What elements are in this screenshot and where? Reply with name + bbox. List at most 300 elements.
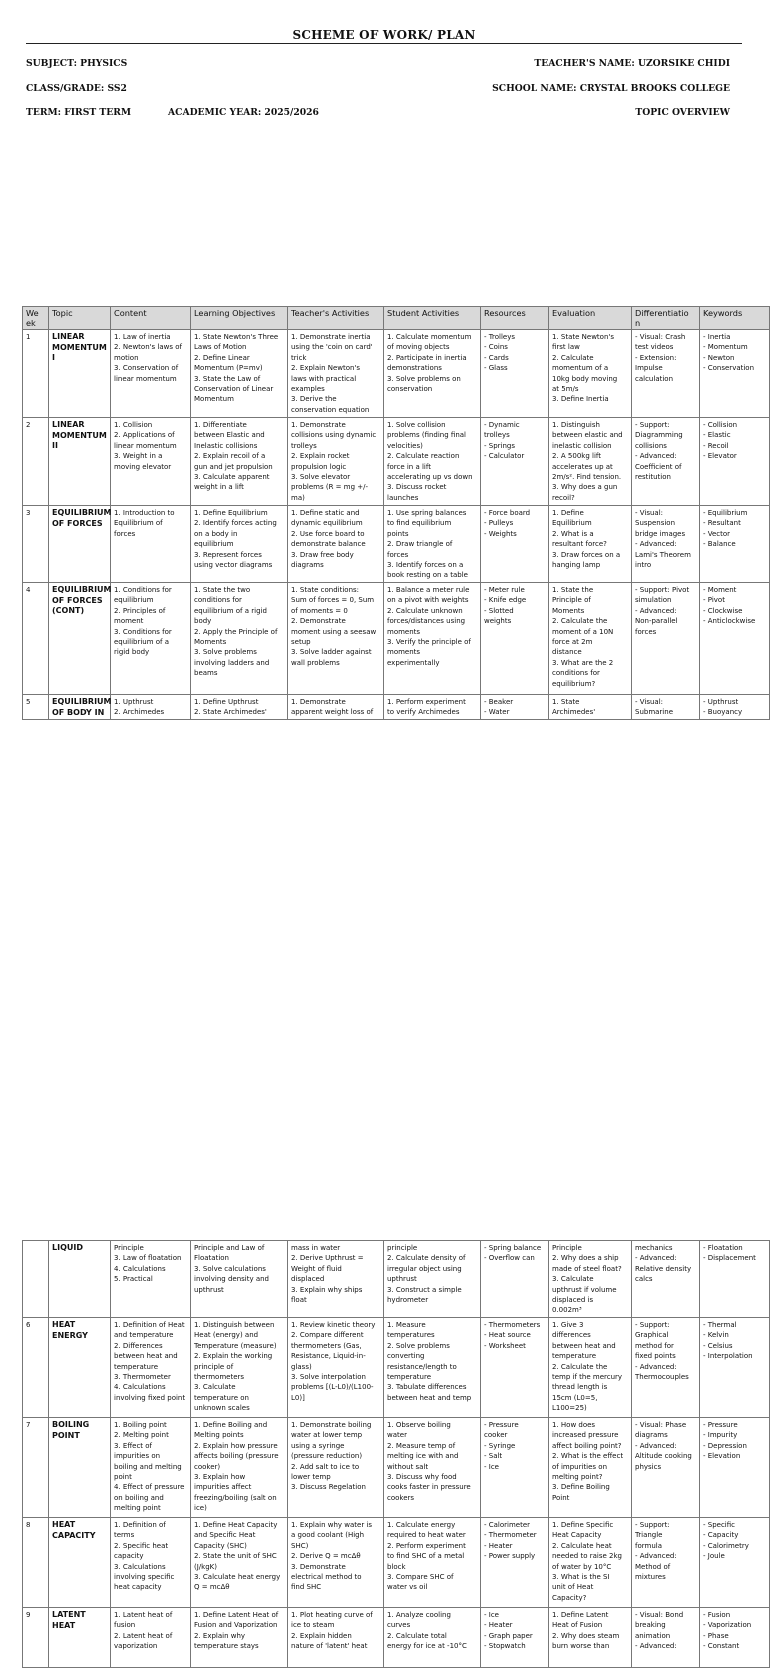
cell-line: ice to steam bbox=[291, 1621, 335, 1630]
cell-line: Q = mcΔθ bbox=[194, 1583, 230, 1592]
cell-line: of impurities on bbox=[552, 1462, 608, 1471]
topic-cell bbox=[49, 1418, 111, 1518]
topic-line: EQUILIBRIUM bbox=[52, 697, 112, 706]
cell-line: - Advanced: bbox=[635, 1441, 677, 1450]
keywords-cell bbox=[700, 1241, 770, 1318]
cell-line: motion bbox=[114, 353, 139, 362]
cell-line: momentum of a bbox=[552, 364, 609, 373]
topic-line: HEAT bbox=[52, 1320, 76, 1329]
cell-line: 2. Define Linear bbox=[194, 353, 250, 362]
cell-line: of moving objects bbox=[387, 343, 450, 352]
student-activities-cell bbox=[384, 330, 481, 418]
cell-line: differences bbox=[552, 1331, 591, 1340]
week-number-cell: 9 bbox=[23, 1608, 49, 1668]
cell-line: - Momentum bbox=[703, 343, 748, 352]
cell-line: Equilibrium of bbox=[114, 519, 163, 528]
cell-line: Heat of Fusion bbox=[552, 1621, 603, 1630]
cell-line: cooker) bbox=[194, 1462, 221, 1471]
cell-line: forces bbox=[114, 529, 136, 538]
teacher-activities-cell bbox=[288, 1418, 384, 1518]
differentiation-cell bbox=[632, 1608, 700, 1668]
cell-line: conservation equation bbox=[291, 405, 370, 414]
cell-line: 5. Practical bbox=[114, 1275, 153, 1284]
content-cell bbox=[111, 506, 191, 583]
objectives-cell bbox=[191, 1518, 288, 1608]
cell-line: cooker bbox=[484, 1431, 508, 1440]
cell-line: collisions using dynamic bbox=[291, 431, 377, 440]
cell-line: fusion bbox=[114, 1621, 136, 1630]
cell-line: 3. Derive the bbox=[291, 395, 337, 404]
cell-line: 3. Effect of bbox=[114, 1441, 153, 1450]
cell-line: melting point bbox=[114, 1504, 161, 1513]
cell-line: 2. Calculate the bbox=[552, 617, 608, 626]
cell-line: - Specific bbox=[703, 1521, 735, 1529]
cell-line: - Interpolation bbox=[703, 1352, 753, 1361]
cell-line: diagrams bbox=[635, 1431, 668, 1440]
cell-line: 1. Review kinetic theory bbox=[291, 1321, 376, 1329]
cell-line: 1. Define Latent Heat of bbox=[194, 1611, 279, 1619]
cell-line: physics bbox=[635, 1462, 662, 1471]
cell-line: - Joule bbox=[703, 1552, 725, 1561]
academic-year: ACADEMIC YEAR: 2025/2026 bbox=[168, 107, 319, 118]
cell-line: 1. State the bbox=[552, 586, 594, 594]
cell-line: test videos bbox=[635, 343, 674, 352]
cell-line: apparent weight loss of bbox=[291, 708, 374, 717]
topic-cell bbox=[49, 1518, 111, 1608]
cell-line: principle bbox=[387, 1244, 418, 1252]
cell-line: required to heat water bbox=[387, 1531, 466, 1540]
evaluation-cell bbox=[549, 1518, 632, 1608]
topic-cell bbox=[49, 1608, 111, 1668]
topic-cell bbox=[49, 1241, 111, 1318]
cell-line: Weight of fluid bbox=[291, 1264, 342, 1273]
cell-line: L0)] bbox=[291, 1393, 305, 1402]
cell-line: launches bbox=[387, 493, 419, 502]
cell-line: distance bbox=[552, 648, 582, 657]
evaluation-cell bbox=[549, 1608, 632, 1668]
cell-line: point bbox=[114, 1473, 132, 1482]
cell-line: 1. Boiling point bbox=[114, 1421, 167, 1429]
cell-line: (J/kgK) bbox=[194, 1562, 217, 1571]
week-number-cell: 2 bbox=[23, 418, 49, 506]
cell-line: involving density and bbox=[194, 1275, 270, 1284]
keywords-cell bbox=[700, 418, 770, 506]
cell-line: 1. Define static and bbox=[291, 509, 360, 517]
cell-line: thread length is bbox=[552, 1383, 608, 1392]
cell-line: temperature bbox=[114, 1362, 158, 1371]
cell-line: 3. Solve ladder against bbox=[291, 648, 372, 657]
cell-line: 2. Demonstrate bbox=[291, 617, 346, 626]
cell-line: 3. Solve problems on bbox=[387, 374, 461, 383]
cell-line: water at lower temp bbox=[291, 1431, 363, 1440]
content-cell bbox=[111, 418, 191, 506]
cell-line: - Power supply bbox=[484, 1552, 536, 1561]
cell-line: velocities) bbox=[387, 441, 423, 450]
cell-line: Temperature (measure) bbox=[194, 1341, 277, 1350]
week-number-cell: 7 bbox=[23, 1418, 49, 1518]
cell-line: block bbox=[387, 1562, 406, 1571]
cell-line: 3. Discuss Regelation bbox=[291, 1483, 366, 1492]
content-cell bbox=[111, 1518, 191, 1608]
cell-line: - Visual: Phase bbox=[635, 1421, 687, 1429]
cell-line: - Depression bbox=[703, 1441, 747, 1450]
cell-line: 3. Solve calculations bbox=[194, 1264, 266, 1273]
cell-line: Submarine bbox=[635, 708, 673, 717]
cell-line: 1. Demonstrate bbox=[291, 698, 346, 706]
cell-line: - Buoyancy bbox=[703, 708, 743, 717]
topic-line: CAPACITY bbox=[52, 1530, 96, 1540]
cell-line: 3. Calculate bbox=[552, 1275, 594, 1284]
cell-line: a good coolant (High bbox=[291, 1531, 365, 1540]
cell-line: using the 'coin on card' bbox=[291, 343, 373, 352]
topic-line: LIQUID bbox=[52, 1243, 83, 1252]
cell-line: 3. Draw forces on a bbox=[552, 550, 621, 559]
teacher-activities-cell bbox=[288, 1318, 384, 1418]
cell-line: 1. Distinguish between bbox=[194, 1321, 275, 1329]
evaluation-cell bbox=[549, 1418, 632, 1518]
cell-line: Fusion and Vaporization bbox=[194, 1621, 278, 1630]
cell-line: 3. Calculations bbox=[114, 1562, 166, 1571]
cell-line: 1. Demonstrate boiling bbox=[291, 1421, 372, 1429]
cell-line: - Heater bbox=[484, 1541, 513, 1550]
cell-line: 3. Discuss why food bbox=[387, 1473, 457, 1482]
scheme-table-page-1-region bbox=[0, 153, 768, 717]
cell-line: linear momentum bbox=[114, 374, 177, 383]
cell-line: 3. Thermometer bbox=[114, 1373, 171, 1382]
student-activities-cell bbox=[384, 1318, 481, 1418]
cell-line: - Kelvin bbox=[703, 1331, 729, 1340]
cell-line: - Elevation bbox=[703, 1452, 741, 1461]
cell-line: - Thermometer bbox=[484, 1531, 537, 1540]
school-name: SCHOOL NAME: CRYSTAL BROOKS COLLEGE bbox=[492, 83, 730, 94]
cell-line: temperatures bbox=[387, 1331, 435, 1340]
header-keywords: Keywords bbox=[700, 307, 770, 330]
cell-line: Equilibrium bbox=[552, 519, 592, 528]
cell-line: 1. Definition of bbox=[114, 1521, 166, 1529]
objectives-cell bbox=[191, 330, 288, 418]
cell-line: 2. Melting point bbox=[114, 1431, 169, 1440]
cell-line: displaced is bbox=[552, 1296, 594, 1305]
header-objectives: Learning Objectives bbox=[191, 307, 288, 330]
cell-line: Relative density bbox=[635, 1264, 692, 1273]
cell-line: electrical method to bbox=[291, 1573, 362, 1582]
topic-line: OF FORCES bbox=[52, 595, 103, 605]
cell-line: 3. Construct a simple bbox=[387, 1285, 462, 1294]
cell-line: simulation bbox=[635, 596, 672, 605]
student-activities-cell bbox=[384, 418, 481, 506]
cell-line: involving ladders and bbox=[194, 658, 270, 667]
cell-line: trolleys bbox=[291, 441, 317, 450]
cell-line: at 5m/s bbox=[552, 385, 579, 394]
cell-line: 2. Calculate the bbox=[552, 1362, 608, 1371]
cell-line: demonstrate balance bbox=[291, 540, 366, 549]
student-activities-cell bbox=[384, 1608, 481, 1668]
cell-line: Capacity (SHC) bbox=[194, 1541, 247, 1550]
topic-line: HEAT bbox=[52, 1520, 76, 1529]
cell-line: wall problems bbox=[291, 658, 340, 667]
student-activities-cell bbox=[384, 1518, 481, 1608]
cell-line: bridge images bbox=[635, 529, 686, 538]
student-activities-cell bbox=[384, 1241, 481, 1318]
cell-line: 2. Explain Newton's bbox=[291, 364, 361, 373]
cell-line: 2. State Archimedes' bbox=[194, 708, 267, 717]
cell-line: between Elastic and bbox=[194, 431, 265, 440]
cell-line: - Advanced: bbox=[635, 452, 677, 461]
cell-line: 3. Why does a gun bbox=[552, 483, 618, 492]
cell-line: between heat and bbox=[114, 1352, 178, 1361]
cell-line: - Equilibrium bbox=[703, 509, 748, 517]
cell-line: 2. What is the effect bbox=[552, 1452, 624, 1461]
cell-line: Moments bbox=[194, 638, 227, 647]
keywords-cell bbox=[700, 506, 770, 583]
cell-line: 3. Discuss rocket bbox=[387, 483, 447, 492]
cell-line: 2. Why does steam bbox=[552, 1631, 620, 1640]
cell-line: 2. Explain the working bbox=[194, 1352, 273, 1361]
cell-line: body bbox=[194, 617, 212, 626]
differentiation-cell bbox=[632, 1318, 700, 1418]
table-row bbox=[23, 418, 770, 506]
cell-line: 1. Distinguish bbox=[552, 421, 600, 429]
objectives-cell bbox=[191, 1241, 288, 1318]
cell-line: - Salt bbox=[484, 1452, 503, 1461]
topic-cell bbox=[49, 1318, 111, 1418]
cell-line: 15cm (L0=5, bbox=[552, 1393, 598, 1402]
topic-line: MOMENTUM bbox=[52, 342, 107, 352]
cell-line: - Worksheet bbox=[484, 1341, 526, 1350]
cell-line: 1. Solve collision bbox=[387, 421, 446, 429]
cell-line: 2. Compare different bbox=[291, 1331, 364, 1340]
cell-line: affect boiling point? bbox=[552, 1441, 622, 1450]
cell-line: 1. Demonstrate bbox=[291, 421, 346, 429]
content-cell bbox=[111, 1318, 191, 1418]
cell-line: mechanics bbox=[635, 1244, 673, 1252]
cell-line: 1. Plot heating curve of bbox=[291, 1611, 373, 1619]
cell-line: between elastic and bbox=[552, 431, 623, 440]
cell-line: 2. Use force board to bbox=[291, 529, 365, 538]
cell-line: accelerates up at bbox=[552, 462, 613, 471]
cell-line: 2. Explain hidden bbox=[291, 1631, 352, 1640]
cell-line: to find SHC of a metal bbox=[387, 1552, 465, 1561]
cell-line: trick bbox=[291, 353, 307, 362]
evaluation-cell bbox=[549, 506, 632, 583]
cell-line: 1. Define Heat Capacity bbox=[194, 1521, 278, 1529]
cell-line: - Vector bbox=[703, 529, 731, 538]
cell-line: 2. Calculate heat bbox=[552, 1541, 612, 1550]
cell-line: unknown scales bbox=[194, 1404, 250, 1413]
cell-line: - Advanced: bbox=[635, 1362, 677, 1371]
cell-line: 2. Derive Upthrust = bbox=[291, 1254, 364, 1263]
objectives-cell bbox=[191, 1318, 288, 1418]
cell-line: - Thermometers bbox=[484, 1321, 541, 1329]
cell-line: 1. Measure bbox=[387, 1321, 426, 1329]
cell-line: 3. Weight in a bbox=[114, 452, 163, 461]
student-activities-cell bbox=[384, 1418, 481, 1518]
cell-line: 2. Why does a ship bbox=[552, 1254, 619, 1263]
cell-line: examples bbox=[291, 385, 325, 394]
cell-line: displaced bbox=[291, 1275, 325, 1284]
header-content: Content bbox=[111, 307, 191, 330]
resources-cell bbox=[481, 506, 549, 583]
cell-line: on boiling and bbox=[114, 1493, 164, 1502]
cell-line: Inelastic collisions bbox=[194, 441, 258, 450]
cell-line: 3. State the Law of bbox=[194, 374, 261, 383]
topic-cell bbox=[49, 506, 111, 583]
cell-line: ice) bbox=[194, 1504, 207, 1513]
cell-line: force in a lift bbox=[387, 462, 431, 471]
cell-line: 1. Collision bbox=[114, 421, 153, 429]
cell-line: thermometers bbox=[194, 1373, 245, 1382]
cell-line: thermometers (Gas, bbox=[291, 1341, 362, 1350]
teacher-activities-cell bbox=[288, 506, 384, 583]
cell-line: 3. Explain how bbox=[194, 1473, 246, 1482]
cell-line: between heat and bbox=[552, 1341, 616, 1350]
cell-line: weight in a lift bbox=[194, 483, 244, 492]
keywords-cell bbox=[700, 1318, 770, 1418]
topic-overview-label: TOPIC OVERVIEW bbox=[635, 107, 730, 118]
cell-line: Momentum bbox=[194, 395, 234, 404]
cell-line: without salt bbox=[387, 1462, 429, 1471]
table-row bbox=[23, 1418, 770, 1518]
cell-line: intro bbox=[635, 561, 652, 570]
cell-line: conservation bbox=[387, 385, 433, 394]
cell-line: capacity bbox=[114, 1552, 144, 1561]
cell-line: heat capacity bbox=[114, 1583, 162, 1592]
cell-line: moments bbox=[387, 627, 421, 636]
cell-line: Principle bbox=[114, 1244, 144, 1252]
cell-line: temperature on bbox=[194, 1393, 249, 1402]
cell-line: - Elevator bbox=[703, 452, 737, 461]
cell-line: 2. Archimedes bbox=[114, 708, 165, 717]
cell-line: - Visual: Bond bbox=[635, 1611, 684, 1619]
cell-line: L100=25) bbox=[552, 1404, 587, 1413]
cell-line: 3. Explain why ships bbox=[291, 1285, 363, 1294]
cell-line: resistance/length to bbox=[387, 1362, 457, 1371]
cell-line: - Displacement bbox=[703, 1254, 756, 1263]
differentiation-cell bbox=[632, 330, 700, 418]
cell-line: of moments = 0 bbox=[291, 606, 348, 615]
cell-line: mass in water bbox=[291, 1244, 341, 1252]
cell-line: hydrometer bbox=[387, 1296, 429, 1305]
cell-line: - Fusion bbox=[703, 1611, 731, 1619]
cell-line: - Knife edge bbox=[484, 596, 527, 605]
cell-line: nature of 'latent' heat bbox=[291, 1642, 368, 1651]
week-number-cell: 5 bbox=[23, 695, 49, 720]
header-differentiation: Differentiatio n bbox=[632, 307, 700, 330]
cell-line: 3. Calculate bbox=[194, 1383, 236, 1392]
cell-line: mixtures bbox=[635, 1573, 666, 1582]
cell-line: burn worse than bbox=[552, 1642, 610, 1651]
cell-line: beams bbox=[194, 669, 218, 678]
table-row bbox=[23, 1318, 770, 1418]
cell-line: Principle of bbox=[552, 596, 591, 605]
cell-line: equilibrium of a bbox=[114, 638, 170, 647]
cell-line: cooks faster in pressure bbox=[387, 1483, 471, 1492]
cell-line: - Graph paper bbox=[484, 1631, 533, 1640]
cell-line: Sum of forces = 0, Sum bbox=[291, 596, 375, 605]
cell-line: Momentum (P=mv) bbox=[194, 364, 263, 373]
cell-line: - Visual: Crash bbox=[635, 333, 686, 341]
cell-line: method for bbox=[635, 1341, 674, 1350]
cell-line: 2. Calculate reaction bbox=[387, 452, 460, 461]
resources-cell bbox=[481, 1418, 549, 1518]
cell-line: Altitude cooking bbox=[635, 1452, 692, 1461]
cell-line: 1. Calculate momentum bbox=[387, 333, 472, 341]
cell-line: - Advanced: bbox=[635, 1642, 677, 1651]
cell-line: Coefficient of bbox=[635, 462, 682, 471]
cell-line: 3. Define Inertia bbox=[552, 395, 609, 404]
cell-line: - Visual: bbox=[635, 509, 664, 517]
cell-line: 3. Conservation of bbox=[114, 364, 179, 373]
teacher-activities-cell bbox=[288, 1518, 384, 1608]
document-title: SCHEME OF WORK/ PLAN bbox=[292, 28, 476, 42]
cell-line: book resting on a table bbox=[387, 571, 468, 580]
cell-line: - Impurity bbox=[703, 1431, 738, 1440]
cell-line: - Celsius bbox=[703, 1341, 733, 1350]
cell-line: - Support: bbox=[635, 1521, 670, 1529]
topic-line: (CONT) bbox=[52, 606, 85, 616]
cell-line: 2. State the unit of SHC bbox=[194, 1552, 277, 1561]
cell-line: - Force board bbox=[484, 509, 531, 517]
cell-line: upthrust if volume bbox=[552, 1285, 617, 1294]
cell-line: Suspension bbox=[635, 519, 676, 528]
cell-line: needed to raise 2kg bbox=[552, 1552, 622, 1561]
cell-line: - Pressure bbox=[703, 1421, 738, 1429]
cell-line: 2m/s². Find tension. bbox=[552, 473, 622, 482]
cell-line: - Vaporization bbox=[703, 1621, 752, 1630]
cell-line: 2. Identify forces acting bbox=[194, 519, 277, 528]
cell-line: 2. Explain how pressure bbox=[194, 1441, 278, 1450]
cell-line: 1. Introduction to bbox=[114, 509, 175, 517]
cell-line: 2. Explain why bbox=[194, 1631, 246, 1640]
cell-line: 2. Calculate bbox=[552, 353, 594, 362]
cell-line: 2. Calculate total bbox=[387, 1631, 447, 1640]
cell-line: Resistance, Liquid-in- bbox=[291, 1352, 366, 1361]
cell-line: - Capacity bbox=[703, 1531, 739, 1540]
cell-line: 3. Compare SHC of bbox=[387, 1573, 454, 1582]
table-row bbox=[23, 506, 770, 583]
cell-line: forces/distances using bbox=[387, 617, 466, 626]
cell-line: - Cards bbox=[484, 353, 509, 362]
cell-line: 1. Balance a meter rule bbox=[387, 586, 470, 594]
cell-line: 1. How does bbox=[552, 1421, 596, 1429]
cell-line: Graphical bbox=[635, 1331, 669, 1340]
cell-line: - Ice bbox=[484, 1611, 499, 1619]
cell-line: glass) bbox=[291, 1362, 312, 1371]
topic-line: LINEAR bbox=[52, 332, 85, 341]
cell-line: water bbox=[387, 1431, 407, 1440]
objectives-cell bbox=[191, 506, 288, 583]
cell-line: - Spring balance bbox=[484, 1244, 542, 1252]
cell-line: involving fixed point bbox=[114, 1393, 186, 1402]
cell-line: 4. Calculations bbox=[114, 1264, 166, 1273]
cell-line: - Trolleys bbox=[484, 333, 515, 341]
topic-line: POINT bbox=[52, 1430, 80, 1440]
content-cell bbox=[111, 1418, 191, 1518]
cell-line: of water by 10°C bbox=[552, 1562, 612, 1571]
content-cell bbox=[111, 1241, 191, 1318]
topic-line: LATENT HEAT bbox=[52, 1610, 86, 1630]
cell-line: 2. Applications of bbox=[114, 431, 175, 440]
cell-line: diagrams bbox=[291, 561, 324, 570]
cell-line: 3. Draw free body bbox=[291, 550, 354, 559]
header-topic: Topic bbox=[49, 307, 111, 330]
cell-line: 2. A 500kg lift bbox=[552, 452, 601, 461]
cell-line: 2. Explain rocket bbox=[291, 452, 350, 461]
table-row bbox=[23, 330, 770, 418]
cell-line: problems (R = mg +/- bbox=[291, 483, 368, 492]
cell-line: Point bbox=[552, 1493, 570, 1502]
cell-line: 1. State bbox=[552, 698, 580, 706]
